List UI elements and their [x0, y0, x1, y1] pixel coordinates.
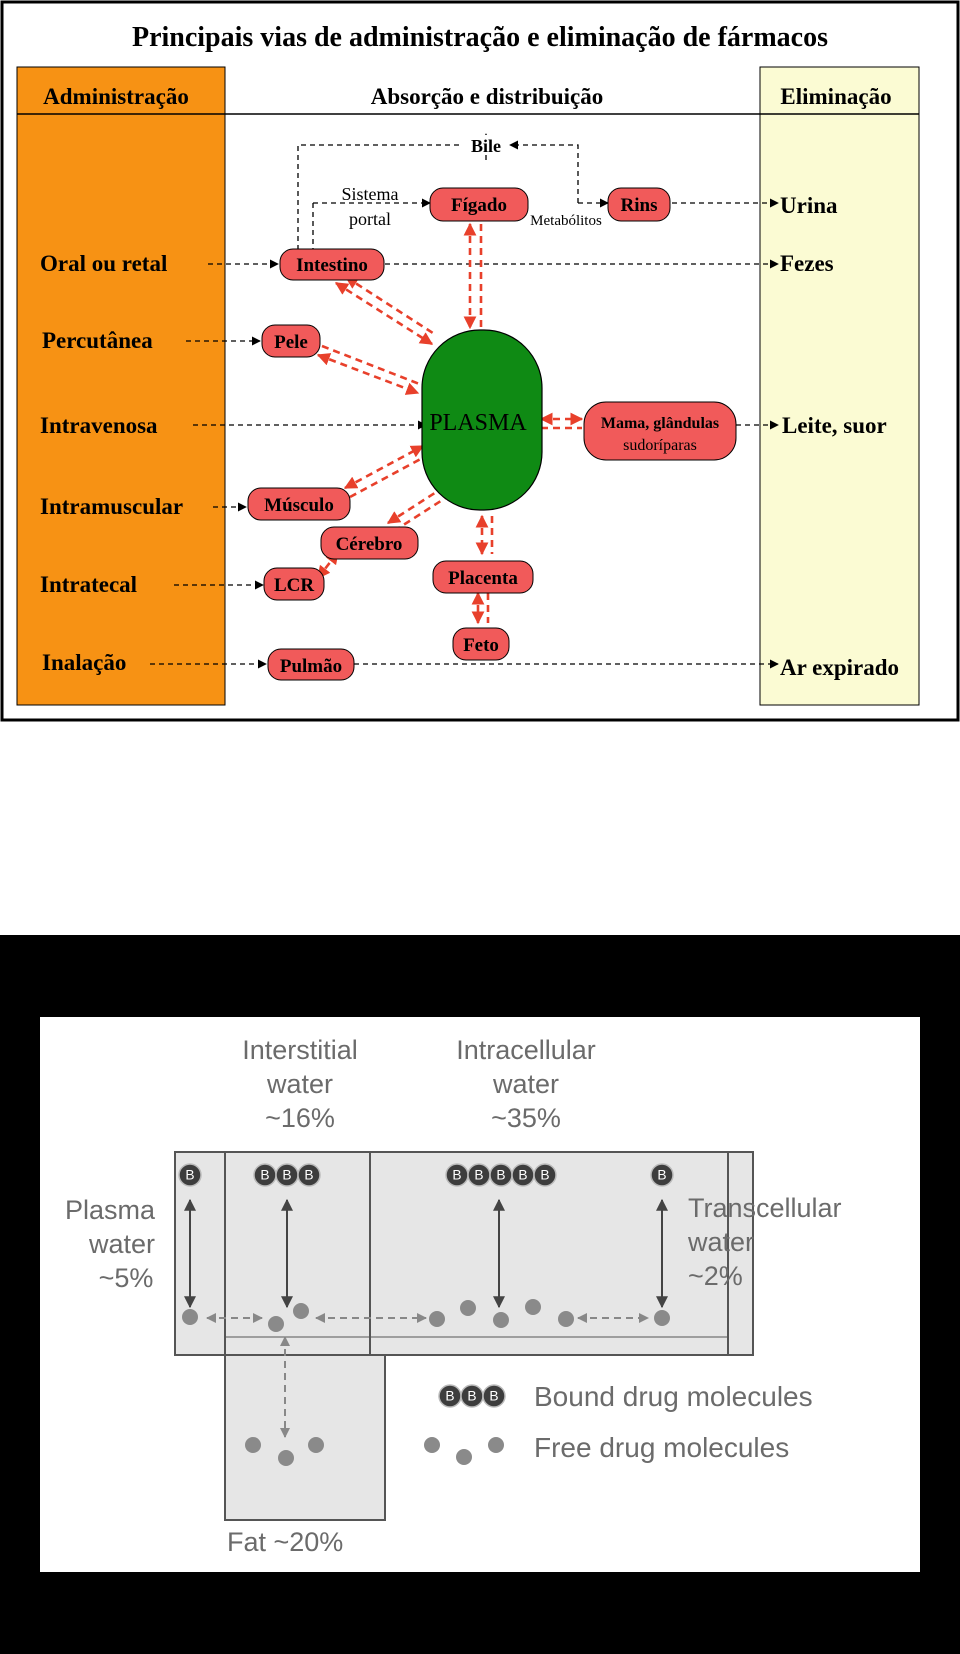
body-water-compartments-figure: [0, 935, 960, 1654]
administration-column: [17, 67, 225, 705]
legend: [424, 1381, 813, 1465]
output-milk-sweat: Leite, suor: [782, 413, 887, 438]
bound-drug-b-icon: [276, 1164, 298, 1186]
route-intramuscular: Intramuscular: [40, 494, 184, 519]
svg-text:Músculo: Músculo: [264, 495, 334, 516]
organ-glands: [584, 402, 736, 460]
organ-liver: [430, 188, 528, 221]
header-administration: Administração: [43, 84, 189, 109]
svg-text:B: B: [489, 1388, 499, 1404]
svg-text:Intestino: Intestino: [296, 255, 368, 276]
svg-text:B: B: [185, 1167, 195, 1183]
legend-free-dot: [488, 1437, 504, 1453]
route-oral: Oral ou retal: [40, 251, 168, 276]
organ-brain: [321, 527, 418, 559]
svg-text:B: B: [540, 1167, 550, 1183]
intracellular-label-1: Intracellular: [456, 1035, 596, 1065]
portal-label-line1: Sistema: [341, 184, 399, 204]
fat-label: Fat ~20%: [227, 1527, 344, 1557]
legend-bound-label: Bound drug molecules: [534, 1381, 813, 1412]
route-intrathecal: Intratecal: [40, 572, 138, 597]
organ-skin: [262, 325, 320, 357]
plasma-label: PLASMA: [429, 410, 527, 436]
bound-drug-b-icon: [254, 1164, 276, 1186]
transcellular-label-3: ~2%: [688, 1261, 743, 1291]
metabolites-label: Metabólitos: [530, 213, 602, 229]
interstitial-label-1: Interstitial: [242, 1035, 358, 1065]
bound-drug-b-icon: [651, 1164, 673, 1186]
organ-kidneys: [608, 188, 670, 221]
svg-text:B: B: [452, 1167, 462, 1183]
svg-text:B: B: [282, 1167, 292, 1183]
svg-text:B: B: [304, 1167, 314, 1183]
organ-intestine: [280, 249, 384, 280]
svg-text:B: B: [474, 1167, 484, 1183]
route-percutaneous: Percutânea: [42, 328, 153, 353]
plasma-water-label-2: water: [88, 1229, 156, 1259]
legend-free-dot: [456, 1449, 472, 1465]
interstitial-label-3: ~16%: [265, 1103, 335, 1133]
organ-placenta: [433, 561, 533, 593]
svg-text:Pele: Pele: [274, 332, 308, 353]
plasma-node: [422, 330, 542, 510]
header-elimination: Eliminação: [780, 84, 892, 109]
organ-fetus: [453, 628, 509, 660]
elimination-column: [760, 67, 919, 705]
legend-free-label: Free drug molecules: [534, 1432, 790, 1463]
bound-drug-b-icon: [468, 1164, 490, 1186]
compartments-panel: [40, 1017, 920, 1572]
organ-muscle: [248, 488, 350, 520]
legend-free-dot: [424, 1437, 440, 1453]
output-feces: Fezes: [780, 251, 834, 276]
svg-text:Placenta: Placenta: [448, 568, 518, 589]
plasma-water-label-1: Plasma: [64, 1195, 156, 1225]
svg-text:B: B: [657, 1167, 667, 1183]
bound-drug-b-icon: [439, 1385, 461, 1407]
organ-csf: [264, 568, 324, 600]
bound-drug-b-icon: [483, 1385, 505, 1407]
svg-text:Mama, glândulas: Mama, glândulas: [600, 415, 720, 432]
bound-drug-b-icon: [446, 1164, 468, 1186]
svg-text:Cérebro: Cérebro: [335, 534, 403, 555]
fat-compartment: [225, 1355, 385, 1520]
intracellular-label-3: ~35%: [491, 1103, 561, 1133]
svg-text:LCR: LCR: [273, 575, 315, 596]
svg-text:B: B: [496, 1167, 506, 1183]
transcellular-label-2: water: [688, 1227, 755, 1257]
portal-label-line2: portal: [349, 209, 391, 229]
svg-text:Fígado: Fígado: [451, 195, 507, 216]
bound-drug-b-icon: [490, 1164, 512, 1186]
bound-drug-b-icon: [179, 1164, 201, 1186]
route-intravenous: Intravenosa: [40, 413, 158, 438]
organ-lung: [268, 649, 354, 680]
plasma-water-label-3: ~5%: [98, 1263, 154, 1293]
svg-text:Rins: Rins: [620, 195, 658, 216]
header-absorption: Absorção e distribuição: [370, 84, 604, 109]
svg-text:Pulmão: Pulmão: [279, 656, 343, 677]
svg-text:sudoríparas: sudoríparas: [623, 437, 697, 454]
legend-bound-symbols: [439, 1385, 505, 1407]
svg-text:Feto: Feto: [463, 635, 499, 656]
transcellular-label-1: Transcellular: [688, 1193, 842, 1223]
bound-drug-b-icon: [298, 1164, 320, 1186]
route-inhalation: Inalação: [42, 650, 127, 675]
diagram-title: Principais vias de administração e eliminação de fármacos: [131, 22, 829, 53]
bound-drug-b-icon: [534, 1164, 556, 1186]
intracellular-label-2: water: [492, 1069, 560, 1099]
svg-text:B: B: [445, 1388, 455, 1404]
bound-drug-b-icon: [512, 1164, 534, 1186]
svg-text:B: B: [518, 1167, 528, 1183]
output-urine: Urina: [780, 193, 838, 218]
interstitial-label-2: water: [266, 1069, 334, 1099]
output-exhaled-air: Ar expirado: [780, 655, 900, 680]
bile-label: Bile: [471, 136, 501, 156]
bound-drug-b-icon: [461, 1385, 483, 1407]
svg-text:B: B: [467, 1388, 477, 1404]
administration-elimination-diagram: [0, 0, 960, 725]
svg-text:B: B: [260, 1167, 270, 1183]
